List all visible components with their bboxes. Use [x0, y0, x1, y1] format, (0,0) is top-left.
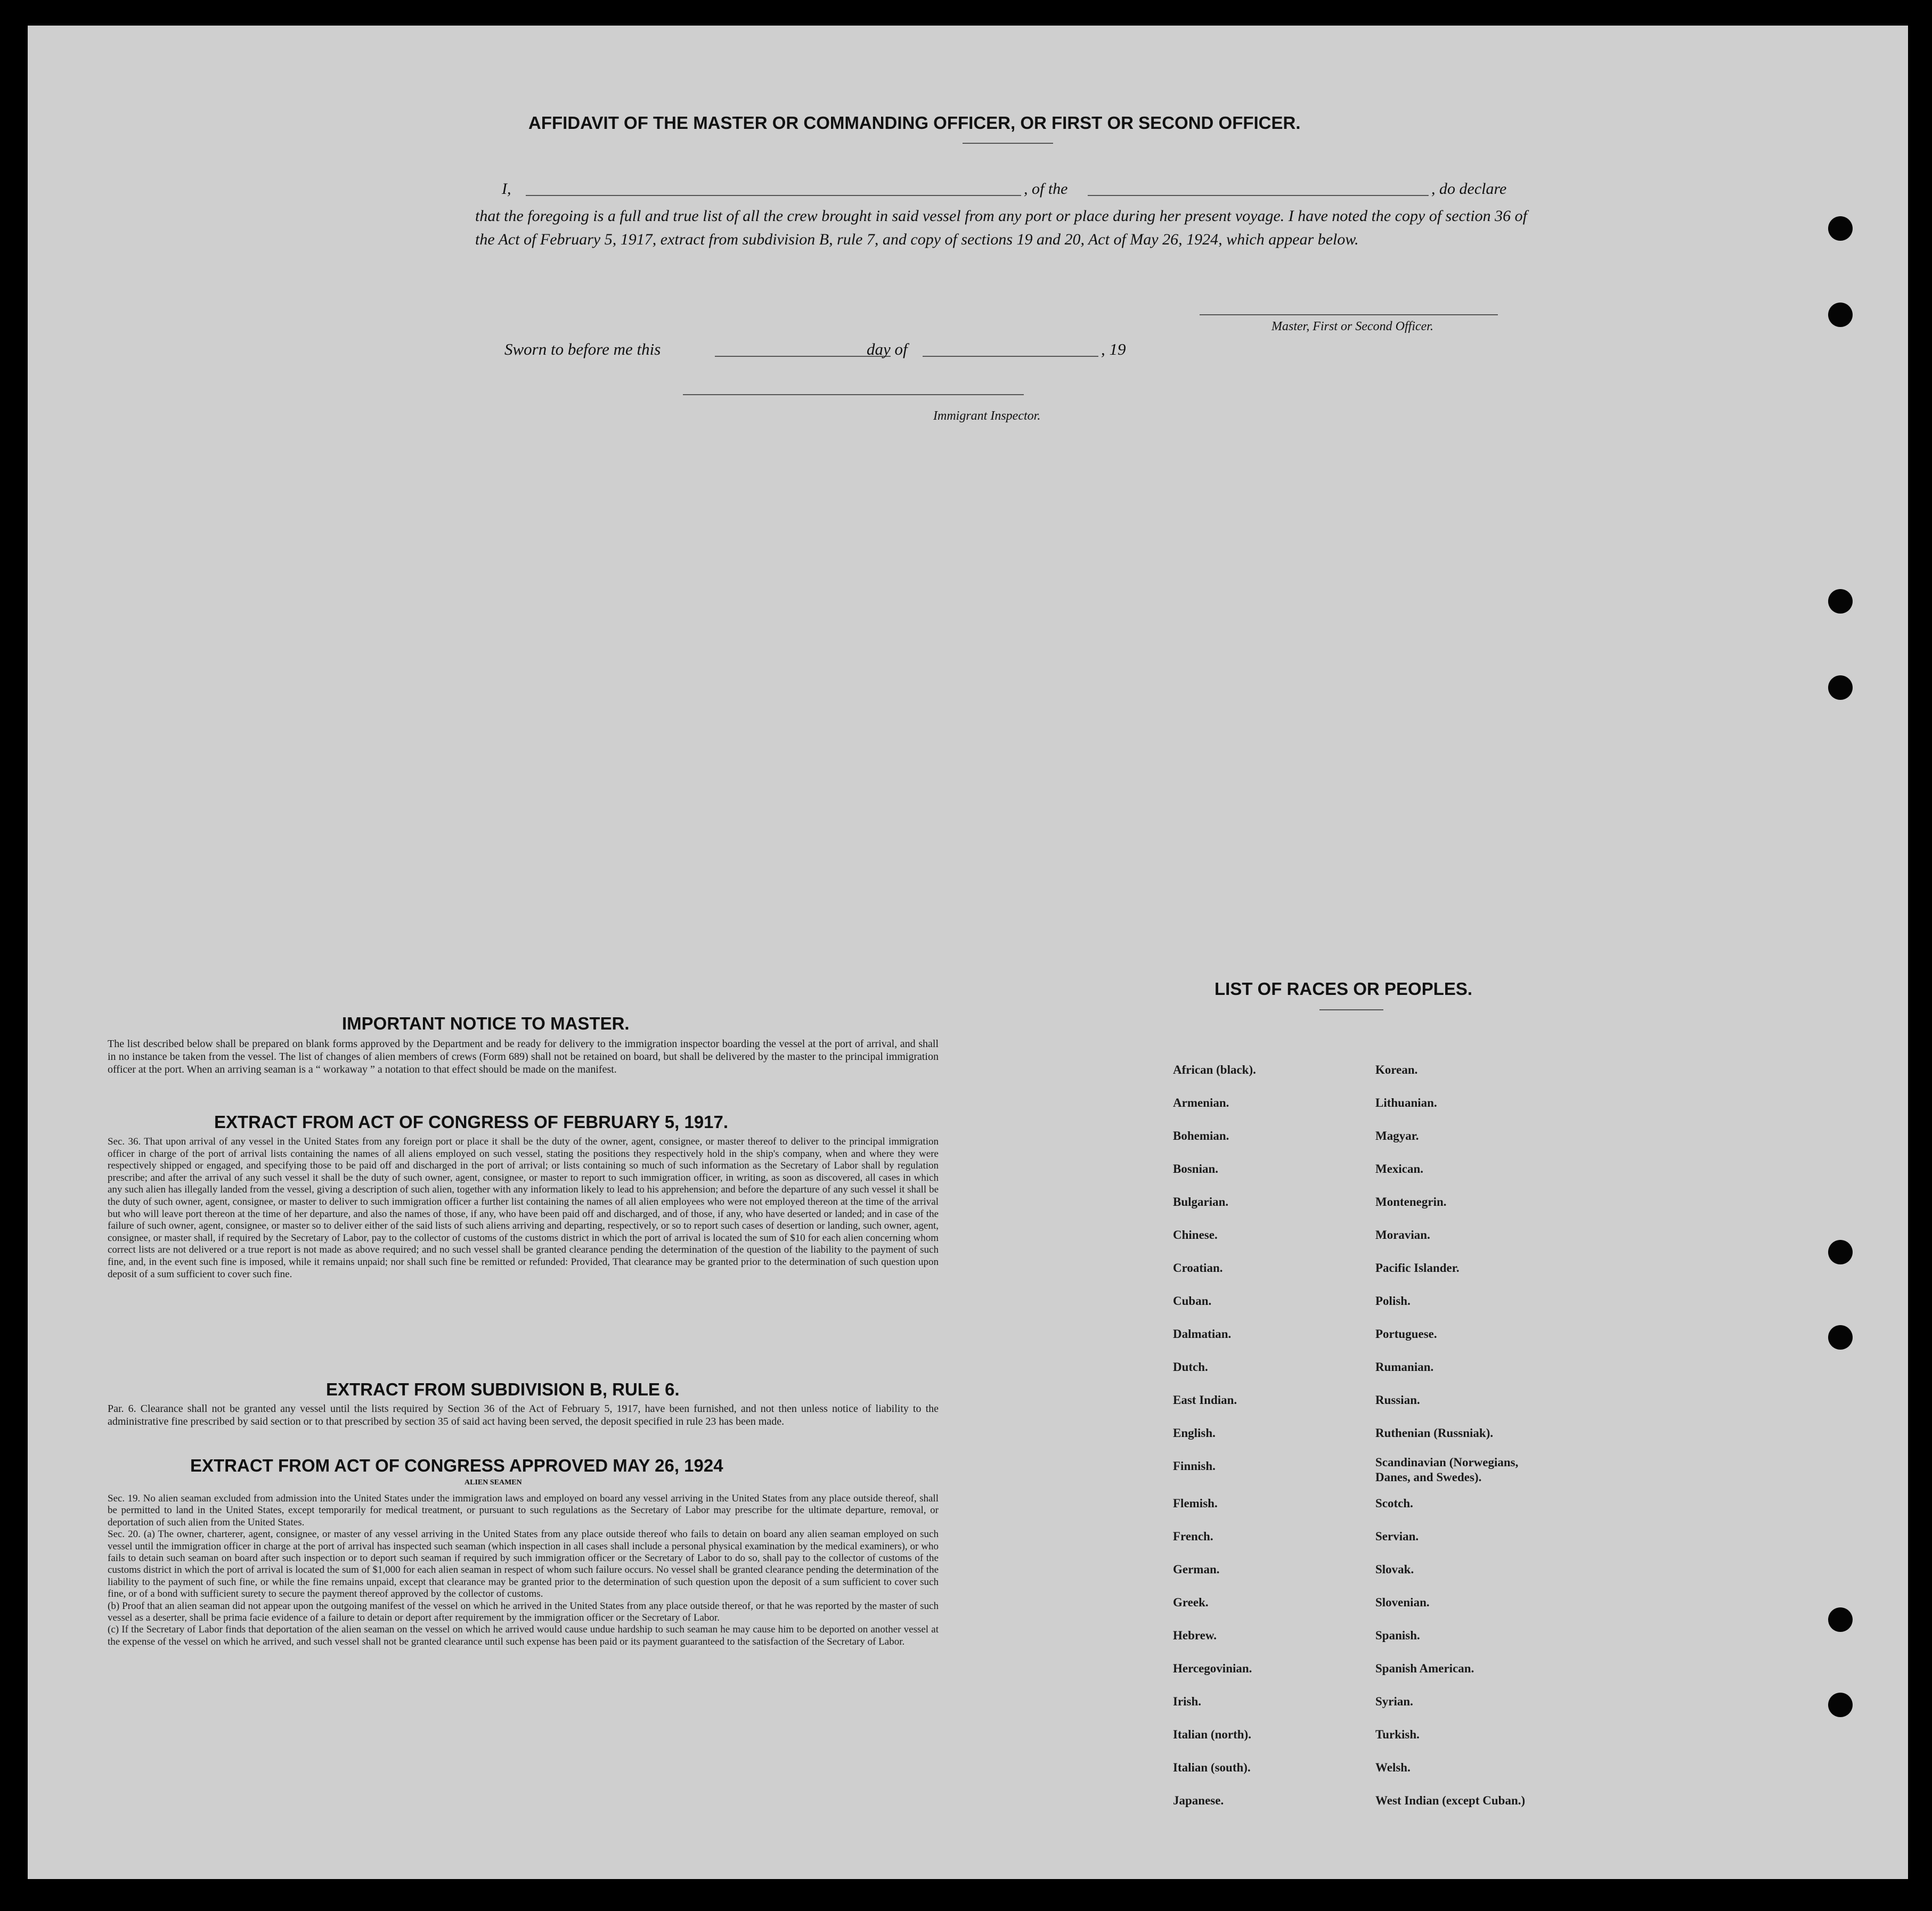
- extract-1917-body: Sec. 36. That upon arrival of any vessel in the United States from any foreign port or place it shall be the duty of the owner, agent, consignee, or master thereof to deliver to the principal immigration officer in charge of the port of arrival lists containing the names of all aliens employed on such vessel, stating the positions they respectively hold in the ship's company, when and where they were respectively shipped or engaged, and specifying those to be paid off and discharged in the port of arrival; or lists containing so much of such information as the Secretary of Labor shall by regulation prescribe; and after the arrival of any such vessel it shall be the duty of such owner, agent, consignee, or master to report to such immigration officer, in writing, as soon as discovered, all cases in which any such alien has illegally landed from the vessel, giving a description of such alien, together with any information likely to lead to his apprehension; and before the departure of any such vessel it shall be the duty of such owner, agent, consignee, or master to deliver to such immigration officer a further list containing the names of all alien employees who were not employed thereon at the time of the arrival but who will leave port thereon at the time of her departure, and also the names of those, if any, who have been paid off and discharged, and of those, if any, who have deserted or landed; and in case of the failure of such owner, agent, consignee, or master so to deliver either of the said lists of such aliens arriving and departing, respectively, or so to report such cases of desertion or landing, such owner, agent, consignee, or master shall, if required by the Secretary of Labor, pay to the collector of customs of the customs district in which the port of arrival is located the sum of $10 for each alien concerning whom correct lists are not delivered or a true report is not made as above required; and no such vessel shall be granted clearance pending the determination of the question of the liability to the payment of such fine, and, in the event such fine is imposed, while it remains unpaid; nor shall such fine be remitted or refunded: Provided, That clearance may be granted prior to the determination of such question upon deposit of a sum sufficient to cover such fine.: [108, 1136, 939, 1280]
- race-item: Bohemian.: [1173, 1129, 1229, 1142]
- rule6-title: EXTRACT FROM SUBDIVISION B, RULE 6.: [326, 1379, 680, 1399]
- race-item: Hebrew.: [1173, 1629, 1217, 1642]
- day-of-text: day of: [867, 340, 908, 358]
- race-item: Syrian.: [1375, 1695, 1413, 1708]
- race-item: Chinese.: [1173, 1228, 1218, 1242]
- races-title: LIST OF RACES OR PEOPLES.: [1214, 979, 1473, 999]
- race-item: German.: [1173, 1563, 1220, 1576]
- race-item: Korean.: [1375, 1063, 1418, 1076]
- race-item: East Indian.: [1173, 1393, 1237, 1407]
- race-item: Armenian.: [1173, 1096, 1229, 1109]
- race-item: Turkish.: [1375, 1728, 1420, 1741]
- race-item: Hercegovinian.: [1173, 1662, 1252, 1675]
- binder-hole: [1828, 675, 1853, 700]
- race-item: Rumanian.: [1375, 1360, 1434, 1374]
- notice-title: IMPORTANT NOTICE TO MASTER.: [342, 1014, 630, 1033]
- race-item: Japanese.: [1173, 1794, 1224, 1807]
- month-blank: [923, 356, 1098, 357]
- race-item: English.: [1173, 1426, 1216, 1440]
- race-item: Bulgarian.: [1173, 1195, 1229, 1208]
- inspector-signature-line: [683, 394, 1024, 395]
- race-item: Welsh.: [1375, 1761, 1411, 1774]
- sworn-text: Sworn to before me this: [504, 340, 661, 358]
- race-item: Scotch.: [1375, 1497, 1413, 1510]
- race-item: Bosnian.: [1173, 1162, 1219, 1175]
- inspector-label: Immigrant Inspector.: [933, 409, 1041, 423]
- race-item: Ruthenian (Russniak).: [1375, 1426, 1494, 1440]
- race-item: French.: [1173, 1530, 1213, 1543]
- affidavit-i: I,: [502, 180, 511, 198]
- sec19-paragraph: Sec. 19. No alien seaman excluded from admission into the United States under the immigration laws and employed on board any vessel arriving in the United States from any place outside thereof, shall be permitted to land in the United States, except temporarily for medical treatment, or pursuant to such regulations as the Secretary of Labor may prescribe for the ultimate departure, removal, or deportation of such alien from the United States.: [108, 1493, 939, 1528]
- sec20b-paragraph: (b) Proof that an alien seaman did not appear upon the outgoing manifest of the vessel on which he arrived in the United States from any place outside thereof, or that he was reported by the master of such vessel as a deserter, shall be prima facie evidence of a failure to detain or deport after requirement by the immigration officer or the Secretary of Labor.: [108, 1600, 939, 1624]
- race-item: Russian.: [1375, 1393, 1420, 1407]
- extract-1924-body: [108, 1493, 939, 1648]
- race-item: Pacific Islander.: [1375, 1261, 1460, 1275]
- race-item: Dutch.: [1173, 1360, 1208, 1374]
- document-page: [28, 26, 1908, 1879]
- binder-hole: [1828, 1607, 1853, 1632]
- race-item: Portuguese.: [1375, 1327, 1437, 1341]
- race-item: Greek.: [1173, 1596, 1209, 1609]
- affidavit-title: AFFIDAVIT OF THE MASTER OR COMMANDING OFFICER, OR FIRST OR SECOND OFFICER.: [528, 113, 1301, 133]
- sec20a-paragraph: Sec. 20. (a) The owner, charterer, agent, consignee, or master of any vessel arriving in the United States from any place outside thereof who fails to detain on board any alien seaman employed on such vessel until the immigration officer in charge at the port of arrival has inspected such seaman (which inspection in all cases shall include a personal physical examination by the medical examiners), or who fails to detain such seaman on board after such inspection or to deport such seaman if required by such immigration officer or the Secretary of Labor to do so, shall pay to the collector of customs of the customs district in which the port of arrival is located the sum of $1,000 for each alien seaman in respect of whom such failure occurs. No vessel shall be granted clearance pending the determination of the liability to the payment of such fine, or while the fine remains unpaid, except that clearance may be granted prior to the determination of such question upon the deposit of a sum sufficient to cover such fine, or of a bond with sufficient surety to secure the payment thereof approved by the collector of customs.: [108, 1529, 939, 1600]
- race-item: Italian (south).: [1173, 1761, 1251, 1774]
- race-item: Polish.: [1375, 1294, 1411, 1308]
- notice-body: The list described below shall be prepared on blank forms approved by the Department and be ready for delivery to the immigration inspector boarding the vessel at the port of arrival, and shall in no instance be taken from the vessel. The list of changes of alien members of crews (Form 689) shall not be retained on board, but shall be delivered by the master to the principal immigration officer at the port. When an arriving seaman is a “ workaway ” a notation to that effect should be made on the manifest.: [108, 1038, 939, 1075]
- race-item: Servian.: [1375, 1530, 1419, 1543]
- extract-1917-title: EXTRACT FROM ACT OF CONGRESS OF FEBRUARY 5, 1917.: [214, 1112, 729, 1132]
- extract-1924-title: EXTRACT FROM ACT OF CONGRESS APPROVED MAY 26, 1924: [190, 1456, 723, 1475]
- binder-hole: [1828, 1240, 1853, 1264]
- race-item: West Indian (except Cuban.): [1375, 1794, 1526, 1807]
- race-item: Cuban.: [1173, 1294, 1212, 1308]
- race-item: Spanish.: [1375, 1629, 1420, 1642]
- race-item: Mexican.: [1375, 1162, 1424, 1175]
- name-blank: [526, 195, 1021, 196]
- race-item: Croatian.: [1173, 1261, 1223, 1275]
- race-item: Italian (north).: [1173, 1728, 1251, 1741]
- vessel-blank: [1088, 195, 1429, 196]
- race-item: Finnish.: [1173, 1459, 1216, 1473]
- binder-hole: [1828, 1693, 1853, 1717]
- sec20c-paragraph: (c) If the Secretary of Labor finds that deportation of the alien seaman on the vessel on which he arrived would cause undue hardship to such seaman he may cause him to be deported on another vessel at the expense of the vessel on which he arrived, and such vessel shall not be granted clearance until such expense has been paid or its payment guaranteed to the satisfaction of the Secretary of Labor.: [108, 1624, 939, 1647]
- title-rule: [963, 143, 1053, 144]
- race-item: Irish.: [1173, 1695, 1202, 1708]
- day-blank: [715, 356, 891, 357]
- race-item: Lithuanian.: [1375, 1096, 1437, 1109]
- master-signature-label: Master, First or Second Officer.: [1271, 320, 1433, 333]
- race-item: African (black).: [1173, 1063, 1256, 1076]
- year-prefix: , 19: [1101, 340, 1126, 358]
- binder-hole: [1828, 1325, 1853, 1350]
- binder-hole: [1828, 589, 1853, 614]
- affidavit-body: that the foregoing is a full and true list of all the crew brought in said vessel from any port or place during her present voyage. I have noted the copy of section 36 of the Act of February 5, 1917, extract from subdivision B, rule 7, and copy of sections 19 and 20, Act of May 26, 1924, which appear below.: [475, 207, 1527, 248]
- binder-hole: [1828, 216, 1853, 241]
- race-item: Moravian.: [1375, 1228, 1430, 1242]
- race-item: Flemish.: [1173, 1497, 1218, 1510]
- affidavit-of-the: , of the: [1024, 180, 1068, 198]
- affidavit-declare: , do declare: [1431, 180, 1507, 198]
- race-item: Scandinavian (Norwegians, Danes, and Swedes).: [1375, 1456, 1519, 1484]
- rule6-body: Par. 6. Clearance shall not be granted any vessel until the lists required by Section 36 of the Act of February 5, 1917, have been furnished, and not then unless notice of liability to the administrative fine prescribed by said section or to that prescribed by section 35 of said act having been served, the deposit specified in rule 23 has been made.: [108, 1403, 939, 1427]
- race-item: Slovak.: [1375, 1563, 1414, 1576]
- races-rule: [1319, 1009, 1383, 1010]
- binder-hole: [1828, 303, 1853, 327]
- extract-1924-subtitle: ALIEN SEAMEN: [464, 1479, 522, 1487]
- race-item: Slovenian.: [1375, 1596, 1430, 1609]
- race-item: Spanish American.: [1375, 1662, 1474, 1675]
- race-item: Dalmatian.: [1173, 1327, 1232, 1341]
- master-signature-line: [1200, 314, 1498, 315]
- race-item: Montenegrin.: [1375, 1195, 1447, 1208]
- race-item: Magyar.: [1375, 1129, 1419, 1142]
